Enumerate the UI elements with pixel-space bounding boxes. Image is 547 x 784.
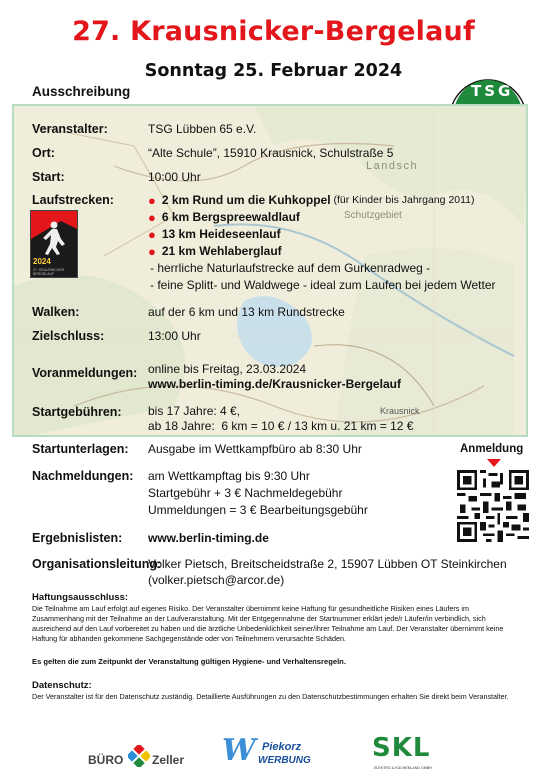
piekorz-w-mark: W xyxy=(222,733,256,768)
sponsor-zeller-text: Zeller xyxy=(152,753,185,767)
label-walken: Walken: xyxy=(32,305,80,319)
color-diamond-icon xyxy=(128,745,150,767)
haftung-bold-note: Es gelten die zum Zeitpunkt der Veranstaltung gültigen Hygiene- und Verhaltensregeln. xyxy=(32,657,346,666)
strecke-main: 21 km Wehlaberglauf xyxy=(161,244,282,258)
label-organisation: Organisationsleitung: xyxy=(32,557,162,571)
value-organisation-1: Volker Pietsch, Breitscheidstraße 2, 15907 Lübben OT Steinkirchen xyxy=(148,557,507,571)
page-title: 27. Krausnicker-Bergelauf xyxy=(72,16,475,47)
anmeldung-label: Anmeldung xyxy=(460,443,524,455)
label-veranstalter: Veranstalter: xyxy=(32,122,108,136)
bullet-icon: ● xyxy=(148,226,156,242)
bullet-icon: ● xyxy=(148,243,156,259)
logo-text-top: TSG xyxy=(471,82,514,100)
value-start: 10:00 Uhr xyxy=(148,170,201,184)
label-zielschluss: Zielschluss: xyxy=(32,329,105,343)
value-startgebuehren-1: bis 17 Jahre: 4 €, xyxy=(148,404,241,418)
value-nachmeldungen-1: am Wettkampftag bis 9:30 Uhr xyxy=(148,469,310,483)
haftung-heading: Haftungsausschluss: xyxy=(32,592,129,603)
strecke-main: 13 km Heideseenlauf xyxy=(161,227,281,241)
link-results[interactable]: www.berlin-timing.de xyxy=(148,531,269,545)
strecke-item xyxy=(148,210,300,224)
strecke-note: (für Kinder bis Jahrgang 2011) xyxy=(330,194,475,206)
value-startunterlagen: Ausgabe im Wettkampfbüro ab 8:30 Uhr xyxy=(148,442,362,456)
strecke-item xyxy=(148,244,282,258)
value-startgebuehren-2: ab 18 Jahre: 6 km = 10 € / 13 km u. 21 km = 12 € xyxy=(148,419,414,433)
race-poster-image xyxy=(30,210,78,278)
haftung-text: Die Teilnahme am Lauf erfolgt auf eigenes Risiko. Der Veranstalter übernimmt keine Haftung für gesundheitliche Risiken eines Läufers im Zusammenhang mit der Teilnahme an der Laufveranstaltung. Mit der Entgegennahme der Startnummer erklärt jede/r Läufer/in verbindlich, sich ausreichend auf den Lauf vorbereitet zu haben und die ärztliche Unbedenklichkeit seiner/ihrer Teilnahme am Lauf. Der Veranstalter übernimmt keine Haftung für abhanden gekommene Sachgegenstände oder von Teilnehmern verursachte Schäden. xyxy=(32,604,504,643)
sponsor-buero-text: BÜRO xyxy=(88,753,124,767)
strecke-item xyxy=(148,227,281,241)
value-nachmeldungen-3: Ummeldungen = 3 € Bearbeitungsgebühr xyxy=(148,503,368,517)
label-ort: Ort: xyxy=(32,146,55,160)
section-heading: Ausschreibung xyxy=(32,84,131,99)
value-voranmeldungen: online bis Freitag, 23.03.2024 xyxy=(148,362,307,376)
registration-qr-code[interactable] xyxy=(457,470,529,542)
sponsor-piekorz-text: Piekorz xyxy=(262,741,302,753)
sponsor-skl-text: SKL xyxy=(372,733,431,763)
value-nachmeldungen-2: Startgebühr + 3 € Nachmeldegebühr xyxy=(148,486,343,500)
link-registration-url[interactable]: www.berlin-timing.de/Krausnicker-Bergelauf xyxy=(148,377,401,391)
sponsor-piekorz-werbung: WERBUNG xyxy=(258,755,311,766)
map-label-place: Krausnick xyxy=(380,406,420,416)
value-organisation-2: (volker.pietsch@arcor.de) xyxy=(148,573,285,587)
map-label-region: Landsch xyxy=(366,160,419,172)
strecken-note-2: - feine Splitt- und Waldwege - ideal zum Laufen bei jedem Wetter xyxy=(150,278,496,292)
sponsor-skl-subtitle: ELEKTRO & KÜCHENLAND GMBH xyxy=(374,766,432,770)
sponsor-piekorz-logo xyxy=(222,735,332,773)
event-date: Sonntag 25. Februar 2024 xyxy=(144,61,403,81)
label-nachmeldungen: Nachmeldungen: xyxy=(32,469,134,483)
label-ergebnislisten: Ergebnislisten: xyxy=(32,531,123,545)
value-zielschluss: 13:00 Uhr xyxy=(148,329,201,343)
datenschutz-text: Der Veranstalter ist für den Datenschutz zuständig. Detaillierte Ausführungen zu den Datenschutzbestimmungen erhalten Sie direkt beim Veranstalter. xyxy=(32,692,509,701)
label-start: Start: xyxy=(32,170,65,184)
arrow-down-icon xyxy=(487,459,501,467)
value-veranstalter: TSG Lübben 65 e.V. xyxy=(148,122,257,136)
map-label-area: Schutzgebiet xyxy=(344,210,402,221)
label-laufstrecken: Laufstrecken: xyxy=(32,193,114,207)
bullet-icon: ● xyxy=(148,192,156,208)
race-image-text: 27. KRAUSNICKER BERGELAUF xyxy=(33,268,65,276)
race-image-year: 2024 xyxy=(33,257,51,266)
value-walken: auf der 6 km und 13 km Rundstrecke xyxy=(148,305,345,319)
label-voranmeldungen: Voranmeldungen: xyxy=(32,366,138,380)
strecke-main: 6 km Bergspreewaldlauf xyxy=(161,210,300,224)
value-ort: “Alte Schule”, 15910 Krausnick, Schulstraße 5 xyxy=(148,146,394,160)
strecken-note-1: - herrliche Naturlaufstrecke auf dem Gurkenradweg - xyxy=(150,261,431,275)
bullet-icon: ● xyxy=(148,209,156,225)
strecke-main: 2 km Rund um die Kuhkoppel xyxy=(161,193,331,207)
label-startunterlagen: Startunterlagen: xyxy=(32,442,129,456)
sponsor-skl-logo xyxy=(370,735,450,775)
label-startgebuehren: Startgebühren: xyxy=(32,405,122,419)
datenschutz-heading: Datenschutz: xyxy=(32,680,92,691)
strecke-item xyxy=(148,193,475,207)
sponsor-buero-zeller-logo xyxy=(88,741,203,773)
